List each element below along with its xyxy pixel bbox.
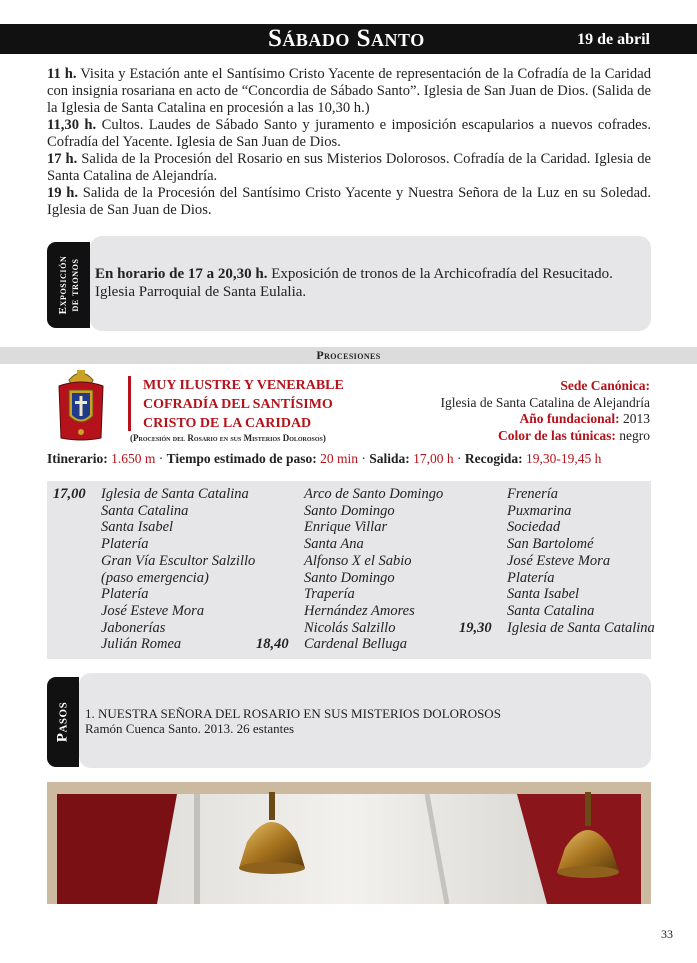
- route-street: Santa Isabel: [101, 519, 174, 536]
- route-street: Santa Isabel: [507, 586, 580, 603]
- route-street: José Esteve Mora: [101, 602, 205, 619]
- route-street: Nicolás Salzillo: [304, 619, 396, 636]
- route-street: Iglesia de Santa Catalina: [101, 486, 249, 502]
- route-street: Platería: [101, 586, 149, 603]
- pasos-text: [85, 706, 501, 736]
- exposicion-desc: Exposición de tronos de la Archicofradía del Resucitado.: [267, 266, 613, 282]
- cofradia-name-line3: CRISTO DE LA CARIDAD: [143, 416, 312, 431]
- route-street: Platería: [507, 569, 555, 586]
- route-time-end: 19,30: [459, 620, 492, 636]
- route-street: Hernández Amores: [304, 602, 415, 619]
- salida-label: Salida:: [369, 451, 410, 466]
- color-label: Color de las túnicas:: [497, 427, 616, 443]
- route-street: Arco de Santo Domingo: [304, 486, 444, 502]
- cofradia-name-line1: MUY ILUSTRE Y VENERABLE: [143, 378, 344, 393]
- ano-label: Año fundacional:: [519, 411, 620, 426]
- schedule-list: [47, 66, 651, 219]
- pasos-tab-label: Pasos: [54, 701, 71, 743]
- exposicion-tab: [47, 242, 90, 328]
- route-street: Platería: [101, 536, 149, 553]
- pasos-tab: [47, 677, 79, 767]
- recogida-value: 19,30-19,45 h: [526, 451, 602, 466]
- cofradia-emblem: [55, 368, 107, 443]
- tiempo-value: 20 min: [320, 451, 359, 466]
- route-time-start: 17,00: [53, 486, 86, 502]
- exposicion-tab-label: [57, 256, 81, 315]
- page-title: Sábado Santo: [268, 25, 425, 52]
- ano-value: 2013: [619, 411, 650, 426]
- route-street: Santa Catalina: [507, 602, 595, 619]
- route-street: Santo Domingo: [304, 569, 395, 586]
- section-bar: [0, 347, 697, 364]
- bells-photo: [47, 782, 651, 904]
- exposicion-tab-line2: de tronos: [68, 258, 81, 312]
- route-street: Santa Catalina: [101, 502, 189, 519]
- cofradia-name-line2: COFRADÍA DEL SANTÍSIMO: [143, 397, 333, 412]
- route-street: Puxmarina: [507, 502, 572, 519]
- cofradia-rule: [128, 376, 131, 431]
- route-street: Julián Romea: [101, 636, 182, 653]
- tiempo-label: Tiempo estimado de paso:: [166, 451, 317, 466]
- recogida-label: Recogida:: [464, 451, 523, 466]
- route-street: José Esteve Mora: [507, 552, 611, 569]
- sede-label: Sede Canónica:: [560, 378, 650, 393]
- schedule-item: [47, 117, 651, 151]
- itinerario-label: Itinerario:: [47, 451, 108, 466]
- schedule-time: 11,30 h.: [47, 117, 97, 133]
- route-street: Santo Domingo: [304, 502, 395, 519]
- route-street: (paso emergencia): [101, 569, 209, 586]
- paso-item: 1. NUESTRA SEÑORA DEL ROSARIO EN SUS MISTERIOS DOLOROSOS: [85, 706, 501, 721]
- page-number: 33: [661, 927, 673, 941]
- schedule-item: [47, 151, 651, 185]
- route-street: Frenería: [507, 486, 559, 502]
- schedule-item: [47, 66, 651, 117]
- route-street: Jabonerías: [101, 619, 166, 636]
- salida-value: 17,00 h: [413, 451, 454, 466]
- route-street: Gran Vía Escultor Salzillo: [101, 552, 256, 569]
- schedule-time: 11 h.: [47, 66, 77, 82]
- page-date: 19 de abril: [577, 31, 650, 48]
- exposicion-place: Iglesia Parroquial de Santa Eulalia.: [95, 284, 307, 300]
- paso-author: Ramón Cuenca Santo. 2013. 26 estantes: [85, 721, 295, 736]
- cofradia-subtitle: (Procesión del Rosario en sus Misterios Dolorosos): [130, 433, 326, 443]
- route-street: San Bartolomé: [507, 536, 594, 553]
- schedule-text: Visita y Estación ante el Santísimo Cristo Yacente de representación de la Cofradía de la Caridad con insignia rosariana en acto de “Concordia de Sábado Santo”. Iglesia de San Juan de Dios. (Salida de la Iglesia de Santa Catalina en procesión a las 10,30 h.): [47, 66, 652, 116]
- exposicion-hours: En horario de 17 a 20,30 h.: [95, 266, 268, 282]
- color-value: negro: [615, 427, 650, 443]
- route-column-2: [304, 486, 443, 653]
- itinerario-length: 1.650 m: [111, 451, 156, 466]
- page-header: [0, 24, 697, 54]
- schedule-text: Cultos. Laudes de Sábado Santo y juramento e imposición escapularios a nuevos cofrades. Cofradía del Yacente. Iglesia de San Juan de Dios.: [47, 117, 651, 150]
- route-street: Sociedad: [507, 519, 561, 536]
- itinerario-line: Itinerario: 1.650 m · Tiempo estimado de paso: 20 min · Salida: 17,00 h · Recogida: 19,30-19,45 h: [47, 451, 602, 466]
- route-street: Alfonso X el Sabio: [304, 552, 412, 569]
- route-street: Santa Ana: [304, 536, 364, 553]
- route-time-mid: 18,40: [256, 636, 289, 652]
- cofradia-info: [440, 378, 650, 444]
- route-column-1: [101, 486, 255, 653]
- schedule-text: Salida de la Procesión del Rosario en sus Misterios Dolorosos. Cofradía de la Caridad. Iglesia de Santa Catalina de Alejandría.: [47, 151, 651, 184]
- cofradia-name: [143, 376, 344, 433]
- exposicion-text: [95, 265, 645, 301]
- route-street: Iglesia de Santa Catalina: [507, 619, 655, 636]
- exposicion-tab-line1: Exposición: [56, 255, 69, 315]
- section-title: Procesiones: [316, 348, 381, 362]
- sede-value: Iglesia de Santa Catalina de Alejandría: [440, 394, 650, 410]
- schedule-time: 19 h.: [47, 185, 79, 201]
- route-column-3: [507, 486, 655, 636]
- route-street: Cardenal Belluga: [304, 636, 407, 653]
- route-street: Trapería: [304, 586, 355, 603]
- schedule-text: Salida de la Procesión del Santísimo Cristo Yacente y Nuestra Señora de la Luz en su Soledad. Iglesia de San Juan de Dios.: [47, 185, 651, 218]
- route-street: Enrique Villar: [304, 519, 388, 536]
- schedule-time: 17 h.: [47, 151, 78, 167]
- schedule-item: [47, 185, 651, 219]
